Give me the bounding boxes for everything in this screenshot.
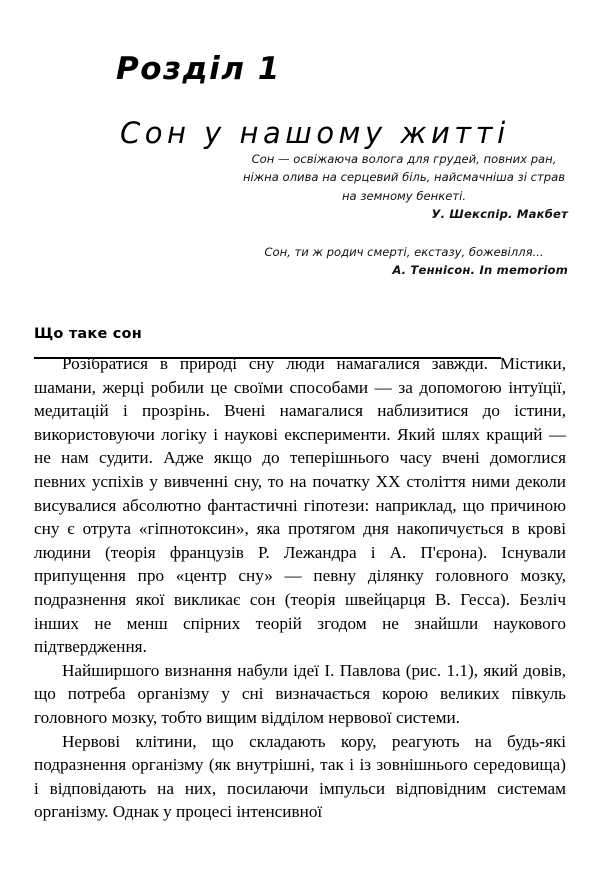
chapter-title-heading: Сон у нашому житті	[120, 116, 510, 151]
body-text-column	[34, 352, 566, 824]
body-paragraph: Розібратися в природі сну люди намагалися завжди. Містики, шамани, жерці робили це своїми способами — за допомогою інтуїції, медитацій і прозрінь. Вчені намагалися наблизитися до істини, використовуючи логіку і наукові експерименти. Який шлях кращий — не нам судити. Адже якщо до теперішнього часу вчені домоглися певних успіхів у вивченні сну, то на початку XX століття ними деколи висувалися абсолютно фантастичні гіпотези: наприклад, що причиною сну є отрута «гіпнотоксин», яка протягом дня накопичується в крові людини (теорія французів Р. Лежандра і А. П'єрона). Існували припущення про «центр сну» — певну ділянку головного мозку, подразнення якої викликає сон (теорія швейцарця В. Гесса). Безліч інших не менш спірних теорій згодом не знайшли наукового підтвердження.	[34, 354, 566, 657]
body-paragraph: Нервові клітини, що складають кору, реагують на будь-які подразнення організму (як внутрішні, так і із зовнішнього середовища) і відповідають на них, посилаючи імпульси відповідним системам організму. Однак у процесі інтенсивної	[34, 731, 566, 822]
chapter-number-heading: Розділ 1	[116, 50, 281, 87]
body-paragraph: Найширшого визнання набули ідеї І. Павлова (рис. 1.1), який довів, що потреба організму у сні визначається корою великих півкуль головного мозку, тобто вищим відділом нервової системи.	[34, 660, 566, 727]
epigraph-attribution: У. Шекспір. Макбет	[431, 207, 568, 222]
epigraph-tennyson	[240, 243, 568, 280]
epigraph-block	[240, 150, 568, 279]
epigraph-quote-text: Сон — освіжаюча волога для грудей, повних ран, ніжна олива на серцевий біль, найсмачніша зі страв на земному бенкеті.	[242, 152, 566, 203]
epigraph-attribution: А. Теннісон. In memoriom	[392, 263, 568, 278]
epigraph-quote-text: Сон, ти ж родич смерті, екстазу, божевілля...	[264, 244, 544, 259]
epigraph-shakespeare	[240, 150, 568, 224]
section-heading: Що таке сон	[34, 325, 142, 342]
